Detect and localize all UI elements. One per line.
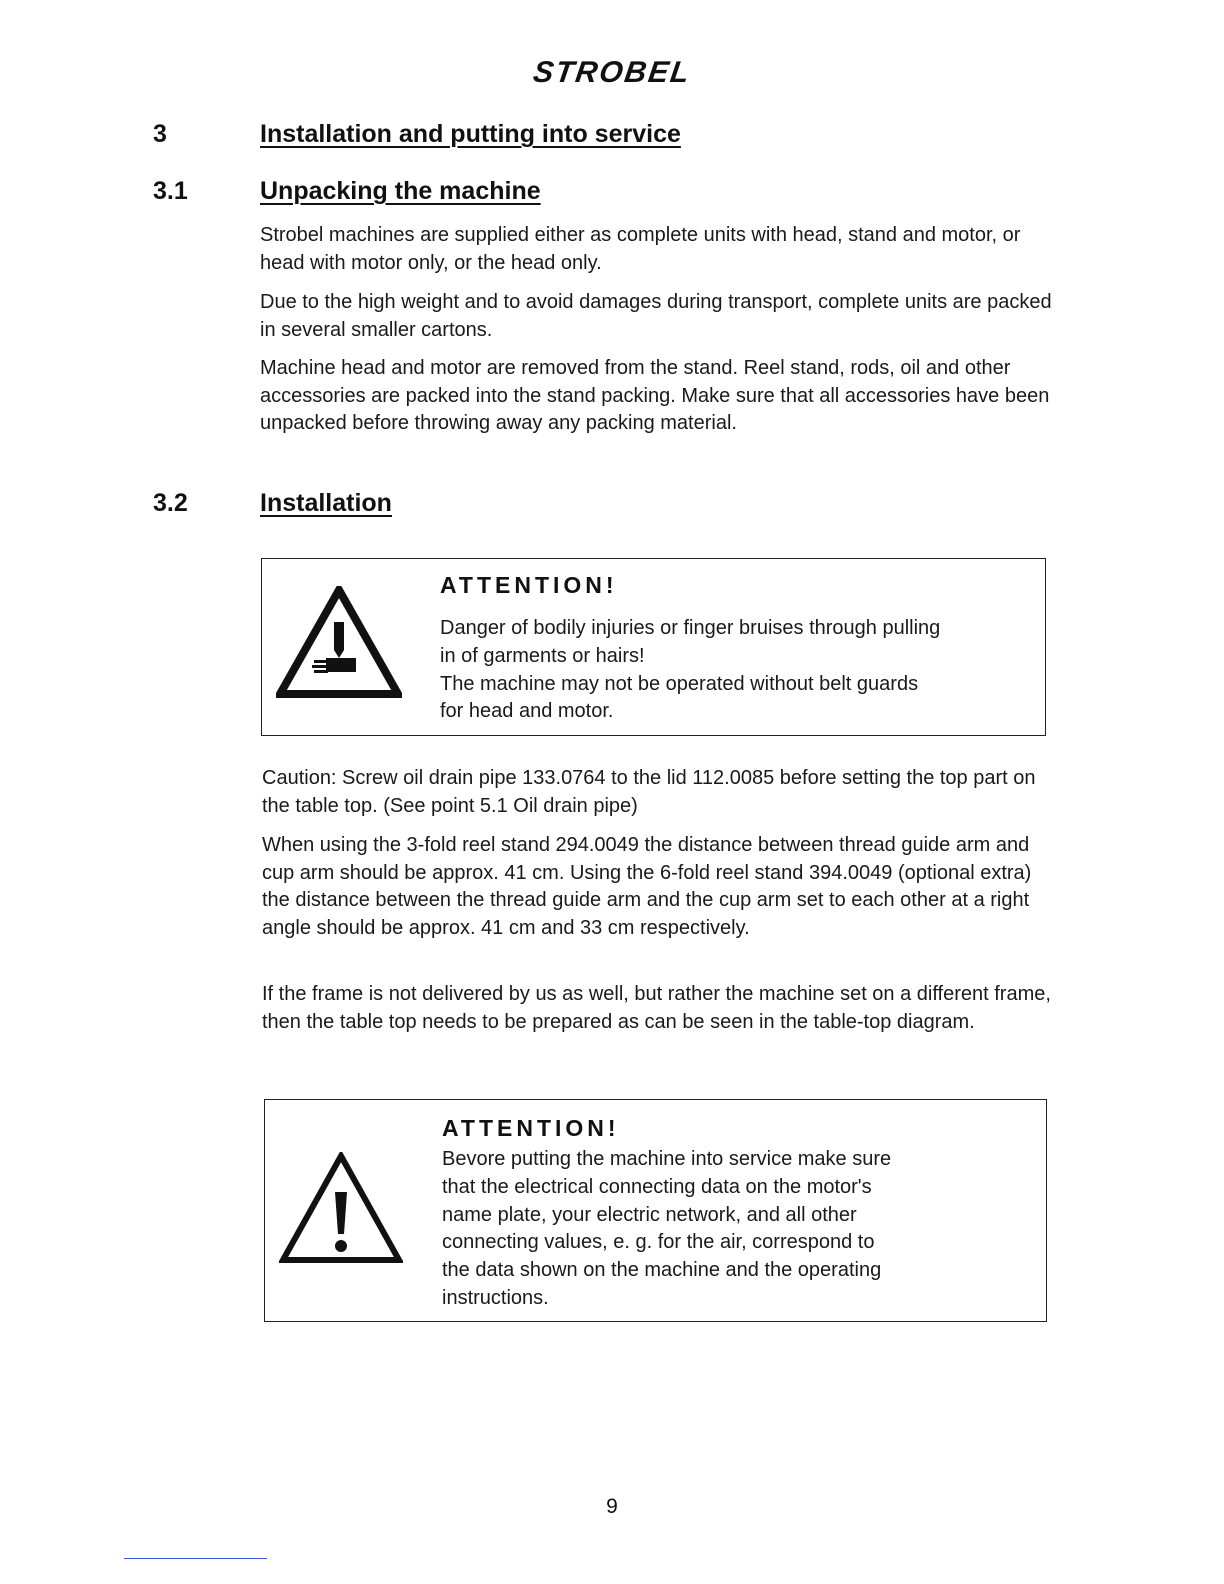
section-title: Installation and putting into service bbox=[260, 120, 681, 148]
brand-logo: STROBEL bbox=[531, 56, 694, 89]
paragraph: Strobel machines are supplied either as complete units with head, stand and motor, or head with motor only, or the head only. bbox=[260, 224, 1021, 274]
warning-text: Danger of bodily injuries or finger bruises through pulling in of garments or hairs! The machine may not be operated without belt guards for head and motor. bbox=[440, 617, 941, 723]
warning-text: Bevore putting the machine into service make sure that the electrical connecting data on the motor's name plate, your electric network, and all other connecting values, e. g. for the air, correspond to the data shown on the machine and the operating instructions. bbox=[442, 1148, 892, 1309]
paragraph: When using the 3-fold reel stand 294.0049 the distance between thread guide arm and cup arm should be approx. 41 cm. Using the 6-fold reel stand 394.0049 (optional extra) the distance between the thread guide arm and the cup arm set to each other at a right angle should be approx. 41 cm and 33 cm respectively. bbox=[262, 834, 1032, 939]
section-number: 3 bbox=[153, 120, 167, 148]
section-number: 3.2 bbox=[153, 489, 188, 517]
section-title: Unpacking the machine bbox=[260, 177, 541, 205]
exclamation-warning-icon bbox=[279, 1152, 403, 1269]
paragraph: Machine head and motor are removed from the stand. Reel stand, rods, oil and other accessories are packed into the stand packing. Make sure that all accessories have been unpacked before throwing away any packing material. bbox=[260, 357, 1050, 434]
hand-crush-warning-icon bbox=[276, 586, 402, 703]
attention-heading: ATTENTION! bbox=[442, 1115, 620, 1141]
paragraph: Due to the high weight and to avoid damages during transport, complete units are packed in several smaller cartons. bbox=[260, 291, 1052, 341]
paragraph: If the frame is not delivered by us as well, but rather the machine set on a different frame, then the table top needs to be prepared as can be seen in the table-top diagram. bbox=[262, 983, 1051, 1033]
footer-rule bbox=[124, 1558, 267, 1559]
attention-heading: ATTENTION! bbox=[440, 572, 618, 598]
section-number: 3.1 bbox=[153, 177, 188, 205]
section-title: Installation bbox=[260, 489, 392, 517]
paragraph: Caution: Screw oil drain pipe 133.0764 to the lid 112.0085 before setting the top part on the table top. (See point 5.1 Oil drain pipe) bbox=[262, 767, 1036, 817]
page-number: 9 bbox=[606, 1495, 618, 1518]
